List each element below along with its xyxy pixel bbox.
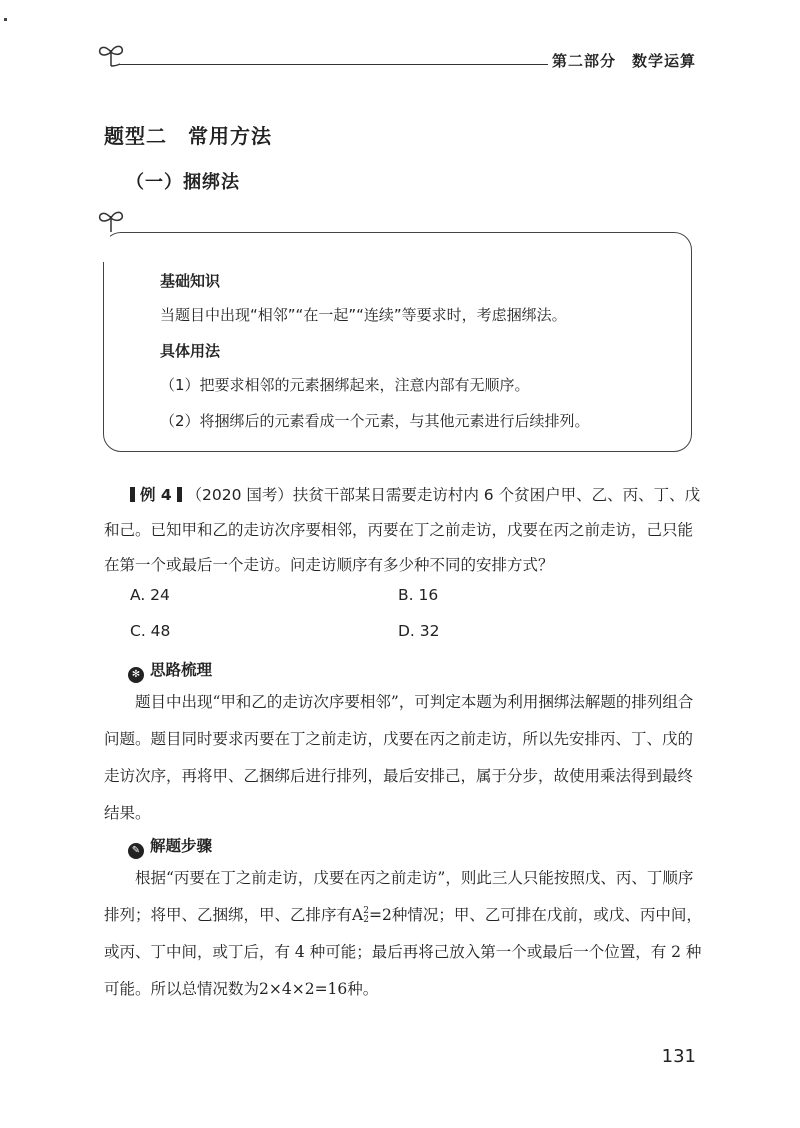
label-marker — [177, 487, 182, 502]
usage-step-1: （1）把要求相邻的元素捆绑起来，注意内部有无顺序。 — [160, 376, 530, 394]
solution-text — [104, 860, 704, 1008]
usage-step-2: （2）将捆绑后的元素看成一个元素，与其他元素进行后续排列。 — [160, 412, 590, 430]
solution-text-1: 根据“丙要在丁之前走访，戊要在丙之前走访”，则此三人只能按照戊、丙、丁顺序排列；将甲、乙捆绑，甲、乙排序有 — [104, 869, 694, 924]
total-formula: 2×4×2=16 — [259, 980, 348, 998]
pen-icon: ✎ — [128, 843, 144, 859]
solution-heading-text: 解题步骤 — [150, 837, 213, 855]
example-question — [104, 478, 704, 583]
analysis-heading — [128, 658, 212, 683]
basic-text: 当题目中出现“相邻”“在一起”“连续”等要求时，考虑捆绑法。 — [160, 306, 567, 324]
formula-a: A — [352, 906, 364, 924]
solution-text-2: 种情况；甲、乙可排在戊前，或戊、丙中间，或丙、丁中间，或丁后，有 4 种可能；最后再将己放入第一个或最后一个位置，有 2 种可能。所以总情况数为 — [104, 906, 702, 998]
analysis-heading-text: 思路梳理 — [150, 661, 213, 679]
section-subtitle: （一）捆绑法 — [126, 172, 240, 193]
page-title: 题型二 常用方法 — [104, 124, 272, 148]
formula-sup: 2 — [363, 906, 369, 916]
header-section: 第二部分 数学运算 — [551, 52, 696, 70]
option-d: D. 32 — [398, 622, 440, 640]
option-c: C. 48 — [130, 622, 171, 640]
option-b: B. 16 — [398, 586, 439, 604]
formula-rest: =2 — [368, 906, 392, 924]
gear-icon: ✻ — [128, 667, 144, 683]
solution-heading — [128, 834, 212, 859]
option-a: A. 24 — [130, 586, 170, 604]
scan-dot — [4, 18, 7, 21]
page-number: 131 — [661, 1046, 696, 1067]
usage-heading: 具体用法 — [160, 342, 221, 360]
example-text: （2020 国考）扶贫干部某日需要走访村内 6 个贫困户甲、乙、丙、丁、戊和己。已知甲和乙的走访次序要相邻，丙要在丁之前走访，戊要在丙之前走访，己只能在第一个或最后一个走访。问走访顺序有多少种不同的安排方式？ — [104, 486, 701, 574]
formula-sub: 2 — [363, 915, 369, 925]
box-gap — [96, 226, 110, 262]
example-label: 例 4 — [139, 486, 172, 504]
header-rule — [118, 64, 548, 65]
basic-heading: 基础知识 — [160, 272, 221, 290]
formula-arrangement — [352, 906, 392, 924]
solution-text-3: 种。 — [347, 980, 379, 998]
label-marker — [130, 487, 135, 502]
analysis-text: 题目中出现“甲和乙的走访次序要相邻”，可判定本题为利用捆绑法解题的排列组合问题。题目同时要求丙要在丁之前走访，戊要在丙之前走访，所以先安排丙、丁、戊的走访次序，再将甲、乙捆绑后进行排列，最后安排己，属于分步，故使用乘法得到最终结果。 — [104, 693, 694, 822]
